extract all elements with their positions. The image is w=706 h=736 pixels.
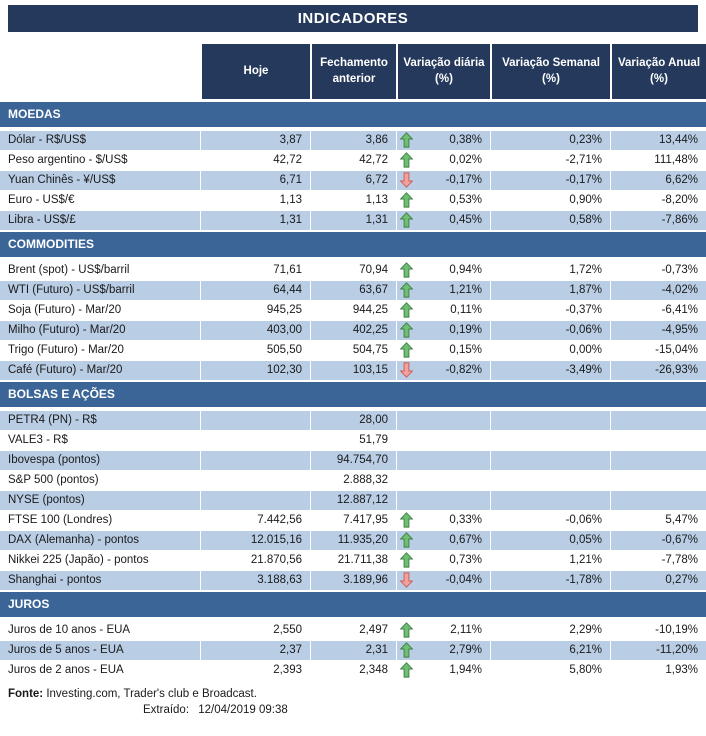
cell-variacao-anual: 111,48% xyxy=(610,151,706,170)
cell-variacao-semanal xyxy=(490,411,610,430)
section-header-moedas: MOEDAS xyxy=(0,102,706,127)
cell-fechamento: 3.189,96 xyxy=(310,571,396,590)
row-label: DAX (Alemanha) - pontos xyxy=(8,534,140,546)
variacao-diaria-value: -0,04% xyxy=(445,574,482,586)
cell-variacao-diaria xyxy=(396,431,490,450)
cell-fechamento: 2.888,32 xyxy=(310,471,396,490)
up-arrow-icon xyxy=(400,282,413,298)
row-label: Soja (Futuro) - Mar/20 xyxy=(8,304,122,316)
row-label: Café (Futuro) - Mar/20 xyxy=(8,364,123,376)
table-row xyxy=(0,471,706,490)
variacao-diaria-value: 0,15% xyxy=(449,344,482,356)
column-header-hoje: Hoje xyxy=(200,44,310,99)
cell-variacao-semanal: -2,71% xyxy=(490,151,610,170)
cell-variacao-anual: 6,62% xyxy=(610,171,706,190)
row-label: Dólar - R$/US$ xyxy=(8,134,86,146)
cell-variacao-anual: 5,47% xyxy=(610,511,706,530)
down-arrow-icon xyxy=(400,172,413,188)
variacao-diaria-value: 1,21% xyxy=(449,284,482,296)
table-row xyxy=(0,361,706,380)
cell-hoje xyxy=(200,491,310,510)
table-footer xyxy=(0,686,706,718)
cell-variacao-semanal: 6,21% xyxy=(490,641,610,660)
cell-fechamento: 63,67 xyxy=(310,281,396,300)
variacao-diaria-value: -0,82% xyxy=(445,364,482,376)
cell-variacao-diaria xyxy=(396,661,490,680)
cell-hoje: 945,25 xyxy=(200,301,310,320)
section-header-commodities: COMMODITIES xyxy=(0,232,706,257)
down-arrow-icon xyxy=(400,362,413,378)
source-label: Fonte: xyxy=(8,688,44,700)
cell-fechamento: 51,79 xyxy=(310,431,396,450)
cell-fechamento: 7.417,95 xyxy=(310,511,396,530)
table-row xyxy=(0,411,706,430)
cell-variacao-anual: -4,02% xyxy=(610,281,706,300)
row-label: Euro - US$/€ xyxy=(8,194,75,206)
row-label: Juros de 5 anos - EUA xyxy=(8,644,124,656)
cell-variacao-diaria xyxy=(396,131,490,150)
cell-variacao-semanal: -0,06% xyxy=(490,511,610,530)
extracted-line xyxy=(143,702,706,718)
cell-fechamento: 42,72 xyxy=(310,151,396,170)
row-label: Libra - US$/£ xyxy=(8,214,76,226)
cell-variacao-anual: -4,95% xyxy=(610,321,706,340)
cell-hoje: 3,87 xyxy=(200,131,310,150)
cell-variacao-semanal: 0,23% xyxy=(490,131,610,150)
cell-hoje xyxy=(200,431,310,450)
indicators-panel xyxy=(0,5,706,736)
cell-variacao-semanal xyxy=(490,451,610,470)
up-arrow-icon xyxy=(400,322,413,338)
variacao-diaria-value: 1,94% xyxy=(449,664,482,676)
cell-hoje xyxy=(200,471,310,490)
table-row xyxy=(0,171,706,190)
cell-variacao-anual: -26,93% xyxy=(610,361,706,380)
cell-fechamento: 944,25 xyxy=(310,301,396,320)
up-arrow-icon xyxy=(400,302,413,318)
cell-variacao-semanal xyxy=(490,431,610,450)
section-header-juros: JUROS xyxy=(0,592,706,617)
cell-hoje: 2,37 xyxy=(200,641,310,660)
source-line xyxy=(8,686,706,702)
cell-variacao-diaria xyxy=(396,571,490,590)
cell-fechamento: 504,75 xyxy=(310,341,396,360)
variacao-diaria-value: 0,11% xyxy=(450,304,482,316)
row-label: WTI (Futuro) - US$/barril xyxy=(8,284,135,296)
cell-variacao-diaria xyxy=(396,411,490,430)
up-arrow-icon xyxy=(400,342,413,358)
row-label: Juros de 2 anos - EUA xyxy=(8,664,124,676)
table-row xyxy=(0,321,706,340)
cell-fechamento: 3,86 xyxy=(310,131,396,150)
cell-variacao-anual xyxy=(610,411,706,430)
table-row xyxy=(0,551,706,570)
cell-variacao-semanal: 0,00% xyxy=(490,341,610,360)
cell-variacao-diaria xyxy=(396,191,490,210)
cell-variacao-anual: -10,19% xyxy=(610,621,706,640)
variacao-diaria-value: 0,38% xyxy=(449,134,482,146)
variacao-diaria-value: 0,45% xyxy=(449,214,482,226)
cell-hoje: 1,13 xyxy=(200,191,310,210)
column-headers xyxy=(0,44,706,99)
cell-variacao-semanal xyxy=(490,491,610,510)
row-label: Ibovespa (pontos) xyxy=(8,454,101,466)
variacao-diaria-value: 0,73% xyxy=(449,554,482,566)
cell-variacao-semanal: 1,21% xyxy=(490,551,610,570)
cell-hoje: 71,61 xyxy=(200,261,310,280)
cell-variacao-diaria xyxy=(396,551,490,570)
cell-hoje: 12.015,16 xyxy=(200,531,310,550)
row-label: Milho (Futuro) - Mar/20 xyxy=(8,324,126,336)
table-row xyxy=(0,281,706,300)
cell-hoje: 42,72 xyxy=(200,151,310,170)
row-label: Trigo (Futuro) - Mar/20 xyxy=(8,344,124,356)
cell-variacao-diaria xyxy=(396,211,490,230)
cell-hoje: 64,44 xyxy=(200,281,310,300)
cell-variacao-diaria xyxy=(396,511,490,530)
row-label: PETR4 (PN) - R$ xyxy=(8,414,97,426)
up-arrow-icon xyxy=(400,212,413,228)
table-row xyxy=(0,341,706,360)
table-row xyxy=(0,151,706,170)
variacao-diaria-value: 0,94% xyxy=(449,264,482,276)
cell-fechamento: 6,72 xyxy=(310,171,396,190)
up-arrow-icon xyxy=(400,262,413,278)
up-arrow-icon xyxy=(400,532,413,548)
cell-hoje: 7.442,56 xyxy=(200,511,310,530)
up-arrow-icon xyxy=(400,192,413,208)
cell-hoje: 102,30 xyxy=(200,361,310,380)
cell-hoje: 403,00 xyxy=(200,321,310,340)
cell-hoje: 2,393 xyxy=(200,661,310,680)
row-label: S&P 500 (pontos) xyxy=(8,474,99,486)
column-header-variacao-diaria: Variação diária (%) xyxy=(396,44,490,99)
cell-fechamento: 1,13 xyxy=(310,191,396,210)
cell-variacao-diaria xyxy=(396,471,490,490)
cell-variacao-semanal: 0,58% xyxy=(490,211,610,230)
variacao-diaria-value: 0,33% xyxy=(449,514,482,526)
table-row xyxy=(0,571,706,590)
row-label: Juros de 10 anos - EUA xyxy=(8,624,131,636)
cell-variacao-anual xyxy=(610,491,706,510)
cell-variacao-semanal xyxy=(490,471,610,490)
down-arrow-icon xyxy=(400,572,413,588)
cell-hoje: 505,50 xyxy=(200,341,310,360)
cell-hoje: 21.870,56 xyxy=(200,551,310,570)
cell-variacao-diaria xyxy=(396,301,490,320)
cell-variacao-diaria xyxy=(396,341,490,360)
cell-variacao-semanal: -3,49% xyxy=(490,361,610,380)
cell-variacao-anual: -7,86% xyxy=(610,211,706,230)
cell-variacao-semanal: -0,37% xyxy=(490,301,610,320)
cell-variacao-semanal: 5,80% xyxy=(490,661,610,680)
cell-variacao-diaria xyxy=(396,641,490,660)
cell-variacao-anual: 1,93% xyxy=(610,661,706,680)
cell-variacao-anual xyxy=(610,451,706,470)
variacao-diaria-value: 2,79% xyxy=(449,644,482,656)
cell-variacao-diaria xyxy=(396,171,490,190)
cell-variacao-anual: -0,67% xyxy=(610,531,706,550)
table-row xyxy=(0,191,706,210)
up-arrow-icon xyxy=(400,662,413,678)
up-arrow-icon xyxy=(400,622,413,638)
extracted-timestamp: 12/04/2019 09:38 xyxy=(198,704,288,716)
variacao-diaria-value: 0,19% xyxy=(449,324,482,336)
cell-fechamento: 2,31 xyxy=(310,641,396,660)
cell-variacao-diaria xyxy=(396,451,490,470)
variacao-diaria-value: 0,02% xyxy=(449,154,482,166)
row-label: Peso argentino - $/US$ xyxy=(8,154,128,166)
cell-fechamento: 2,348 xyxy=(310,661,396,680)
cell-variacao-anual xyxy=(610,431,706,450)
extracted-label: Extraído: xyxy=(143,704,190,716)
cell-variacao-diaria xyxy=(396,321,490,340)
cell-hoje: 6,71 xyxy=(200,171,310,190)
cell-variacao-semanal: 2,29% xyxy=(490,621,610,640)
cell-variacao-anual: -7,78% xyxy=(610,551,706,570)
table-row xyxy=(0,641,706,660)
cell-variacao-diaria xyxy=(396,261,490,280)
table-row xyxy=(0,301,706,320)
cell-fechamento: 12.887,12 xyxy=(310,491,396,510)
cell-hoje: 3.188,63 xyxy=(200,571,310,590)
cell-hoje: 2,550 xyxy=(200,621,310,640)
cell-hoje: 1,31 xyxy=(200,211,310,230)
section-header-bolsas-e-acoes: BOLSAS E AÇÕES xyxy=(0,382,706,407)
cell-variacao-semanal: 0,90% xyxy=(490,191,610,210)
cell-variacao-diaria xyxy=(396,531,490,550)
cell-fechamento: 11.935,20 xyxy=(310,531,396,550)
cell-variacao-anual: -0,73% xyxy=(610,261,706,280)
cell-fechamento: 21.711,38 xyxy=(310,551,396,570)
cell-variacao-diaria xyxy=(396,361,490,380)
cell-variacao-diaria xyxy=(396,491,490,510)
cell-variacao-anual: -6,41% xyxy=(610,301,706,320)
row-label: Nikkei 225 (Japão) - pontos xyxy=(8,554,149,566)
cell-variacao-anual xyxy=(610,471,706,490)
up-arrow-icon xyxy=(400,512,413,528)
table-row xyxy=(0,511,706,530)
up-arrow-icon xyxy=(400,642,413,658)
cell-fechamento: 2,497 xyxy=(310,621,396,640)
table-row xyxy=(0,531,706,550)
table-row xyxy=(0,451,706,470)
table-body xyxy=(0,102,706,680)
row-label: Yuan Chinês - ¥/US$ xyxy=(8,174,116,186)
up-arrow-icon xyxy=(400,152,413,168)
cell-variacao-semanal: -0,06% xyxy=(490,321,610,340)
cell-variacao-diaria xyxy=(396,151,490,170)
variacao-diaria-value: 0,53% xyxy=(449,194,482,206)
up-arrow-icon xyxy=(400,132,413,148)
cell-variacao-anual: -8,20% xyxy=(610,191,706,210)
cell-fechamento: 1,31 xyxy=(310,211,396,230)
cell-variacao-anual: 0,27% xyxy=(610,571,706,590)
source-text: Investing.com, Trader's club e Broadcast. xyxy=(46,688,257,700)
cell-variacao-anual: -15,04% xyxy=(610,341,706,360)
table-row xyxy=(0,621,706,640)
table-row xyxy=(0,211,706,230)
cell-variacao-diaria xyxy=(396,621,490,640)
page-title: INDICADORES xyxy=(8,5,698,32)
cell-fechamento: 94.754,70 xyxy=(310,451,396,470)
column-header-fechamento: Fechamento anterior xyxy=(310,44,396,99)
cell-fechamento: 402,25 xyxy=(310,321,396,340)
cell-hoje xyxy=(200,451,310,470)
header-spacer xyxy=(0,44,200,99)
row-label: Shanghai - pontos xyxy=(8,574,102,586)
cell-variacao-anual: -11,20% xyxy=(610,641,706,660)
cell-fechamento: 70,94 xyxy=(310,261,396,280)
table-row xyxy=(0,491,706,510)
row-label: Brent (spot) - US$/barril xyxy=(8,264,130,276)
cell-variacao-anual: 13,44% xyxy=(610,131,706,150)
column-header-variacao-anual: Variação Anual (%) xyxy=(610,44,706,99)
row-label: NYSE (pontos) xyxy=(8,494,85,506)
table-row xyxy=(0,431,706,450)
table-row xyxy=(0,261,706,280)
up-arrow-icon xyxy=(400,552,413,568)
column-header-variacao-semanal: Variação Semanal (%) xyxy=(490,44,610,99)
variacao-diaria-value: 2,11% xyxy=(450,624,482,636)
cell-hoje xyxy=(200,411,310,430)
cell-fechamento: 28,00 xyxy=(310,411,396,430)
variacao-diaria-value: 0,67% xyxy=(449,534,482,546)
variacao-diaria-value: -0,17% xyxy=(445,174,482,186)
row-label: VALE3 - R$ xyxy=(8,434,68,446)
table-row xyxy=(0,661,706,680)
cell-fechamento: 103,15 xyxy=(310,361,396,380)
cell-variacao-semanal: 1,72% xyxy=(490,261,610,280)
cell-variacao-semanal: -1,78% xyxy=(490,571,610,590)
cell-variacao-semanal: 1,87% xyxy=(490,281,610,300)
cell-variacao-semanal: -0,17% xyxy=(490,171,610,190)
cell-variacao-diaria xyxy=(396,281,490,300)
cell-variacao-semanal: 0,05% xyxy=(490,531,610,550)
table-row xyxy=(0,131,706,150)
row-label: FTSE 100 (Londres) xyxy=(8,514,113,526)
